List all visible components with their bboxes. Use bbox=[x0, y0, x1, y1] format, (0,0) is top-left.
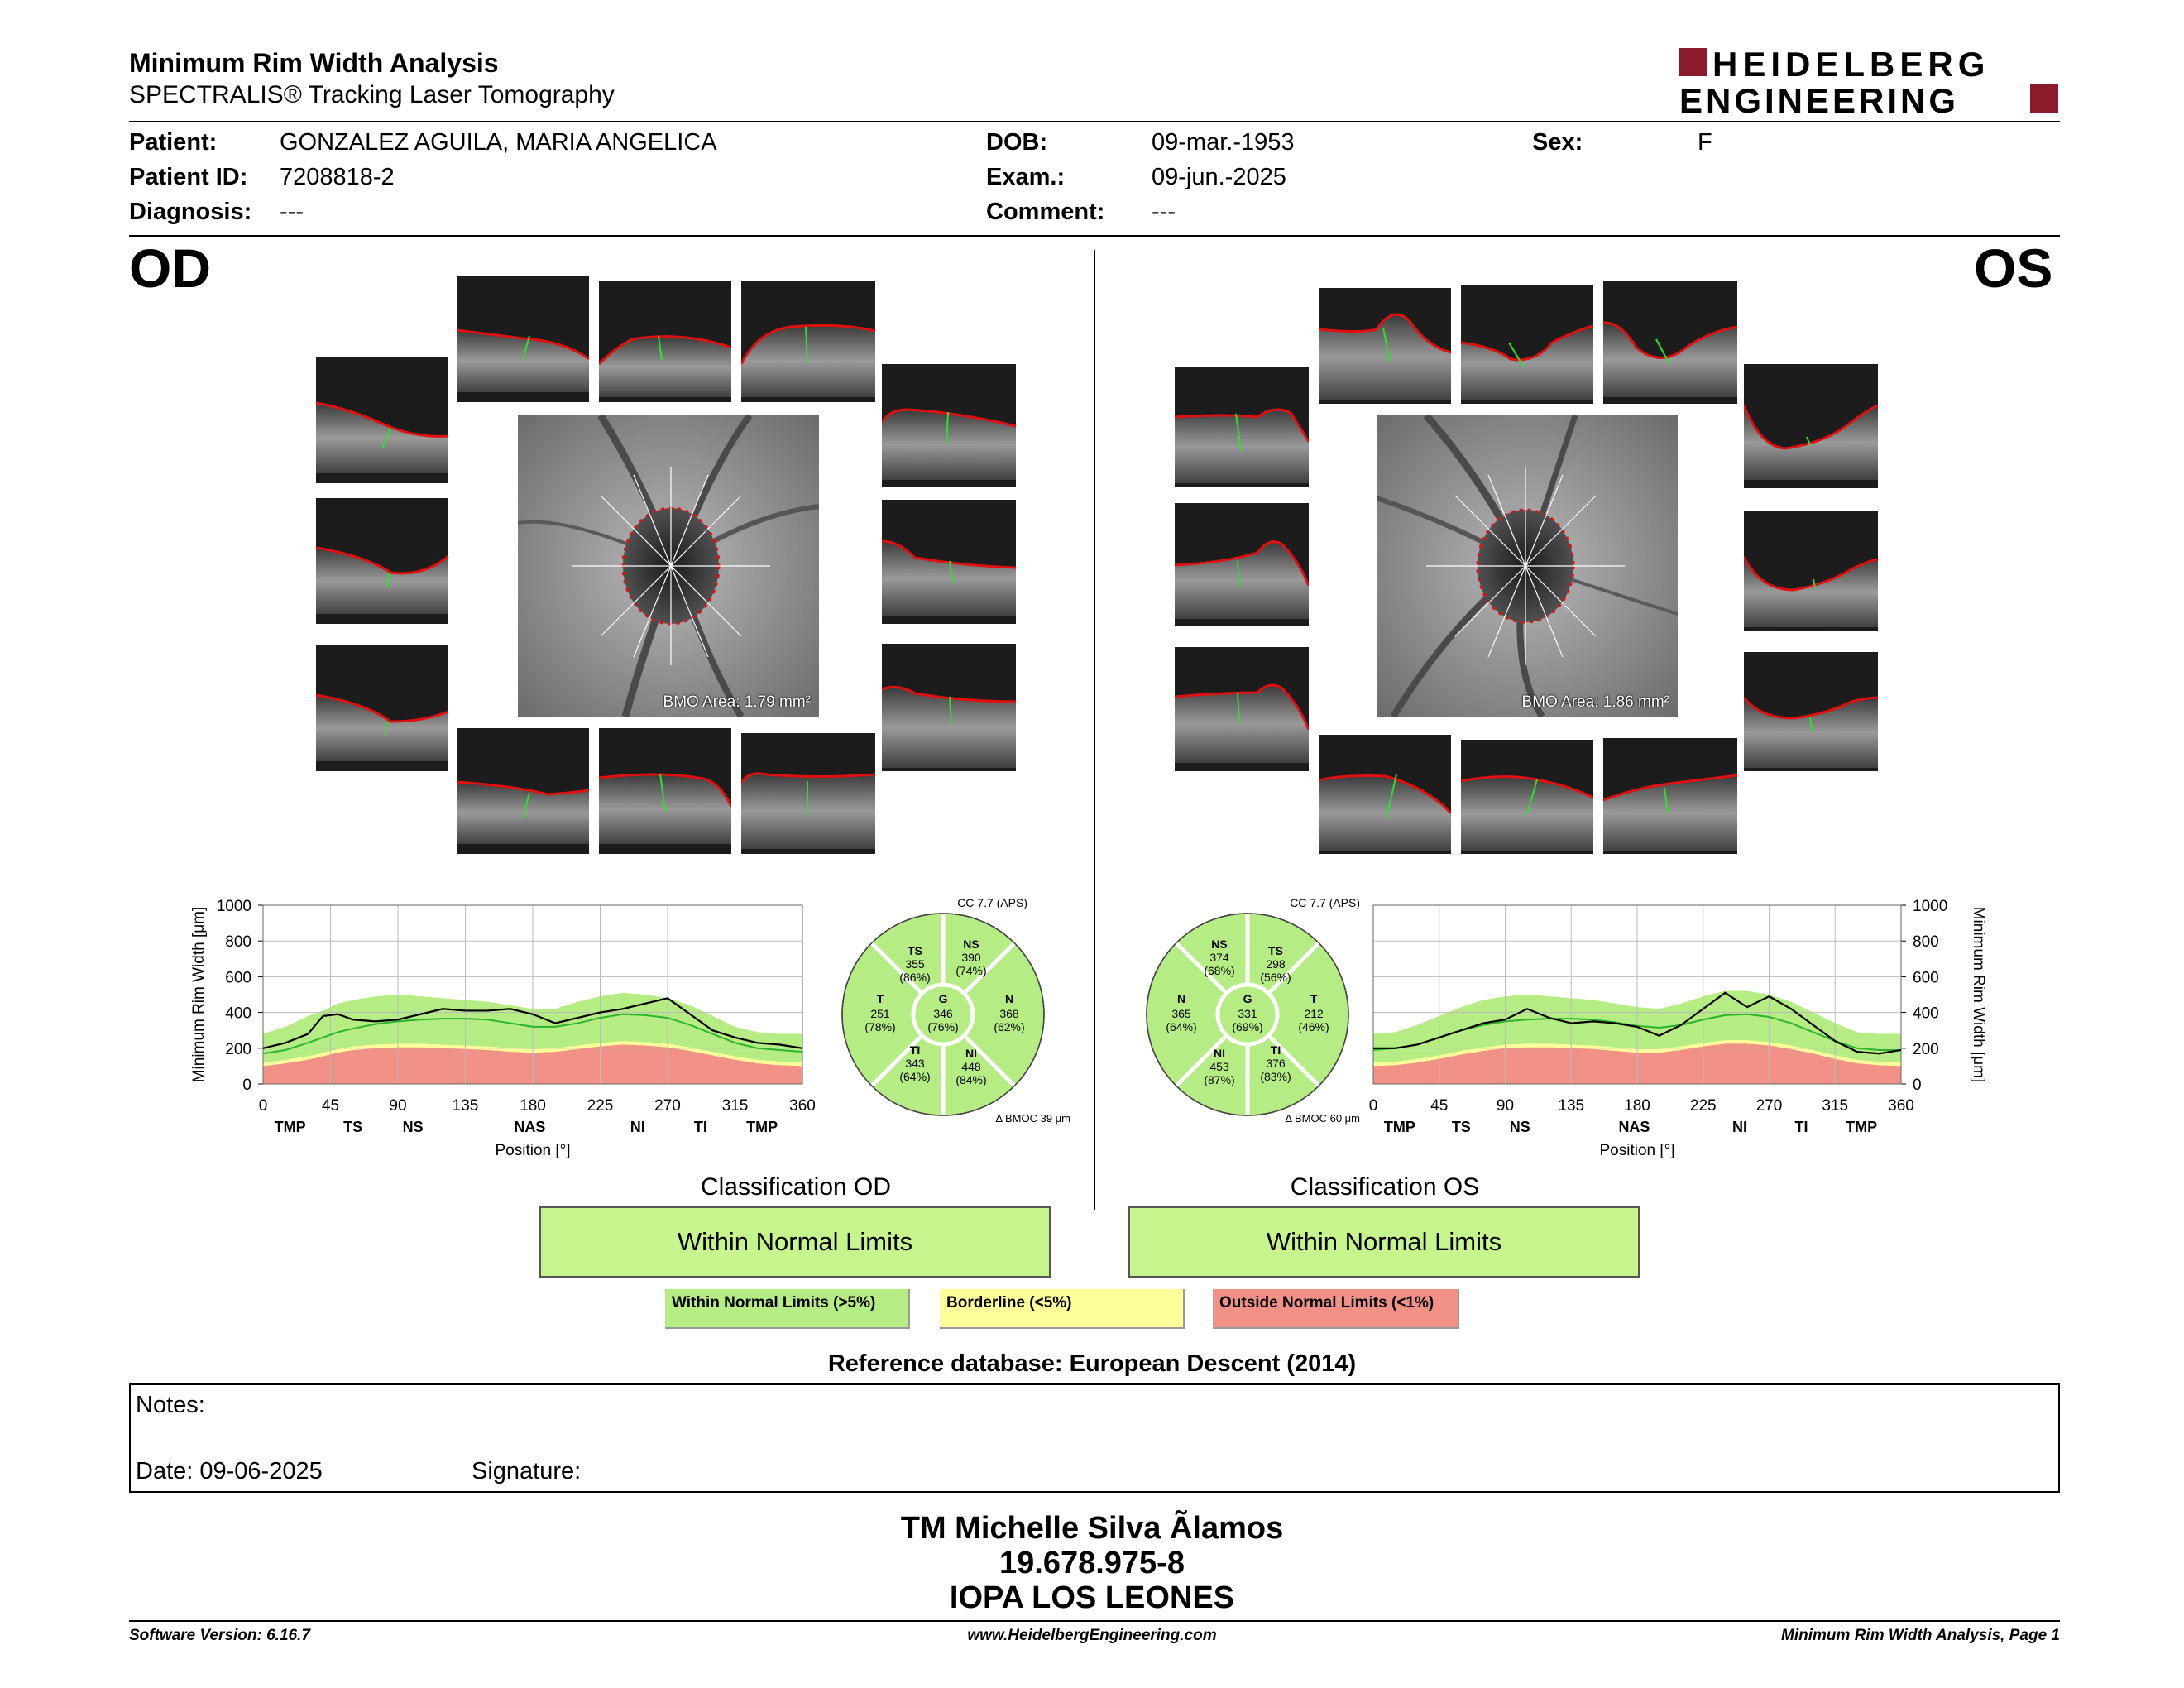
notes-box[interactable] bbox=[129, 1383, 2060, 1493]
od-ytick-label: 1000 bbox=[216, 899, 251, 915]
os-sector-ni-pct: (87%) bbox=[1204, 1073, 1235, 1086]
od-bscan[interactable] bbox=[457, 728, 589, 854]
legend-within-normal: Within Normal Limits (>5%) bbox=[665, 1289, 910, 1329]
od-sector-label: NS bbox=[402, 1119, 424, 1135]
os-xtick-label: 45 bbox=[1430, 1097, 1449, 1115]
od-sector-label: NI bbox=[630, 1119, 645, 1135]
dob-label: DOB: bbox=[986, 129, 1048, 156]
od-sector-ti-value: 343 bbox=[905, 1057, 925, 1070]
os-sector-ni-name: NI bbox=[1214, 1047, 1225, 1060]
legend-outside-normal: Outside Normal Limits (<1%) bbox=[1213, 1289, 1459, 1329]
od-bscan[interactable] bbox=[599, 728, 731, 854]
os-bscan[interactable] bbox=[1461, 740, 1593, 854]
signer-rut: 19.678.975-8 bbox=[999, 1546, 1185, 1580]
od-classification-box: Within Normal Limits bbox=[539, 1206, 1051, 1278]
os-sector-g-pct: (69%) bbox=[1232, 1020, 1263, 1033]
diagnosis-label: Diagnosis: bbox=[129, 199, 252, 225]
os-bscan[interactable] bbox=[1744, 511, 1878, 631]
od-sector-t-pct: (78%) bbox=[864, 1020, 896, 1033]
os-sector-ti-pct: (83%) bbox=[1260, 1070, 1291, 1083]
od-xtick-label: 45 bbox=[321, 1097, 340, 1115]
notes-label: Notes: bbox=[136, 1392, 205, 1418]
patient-label: Patient: bbox=[129, 129, 218, 156]
os-sector-n-pct: (64%) bbox=[1166, 1020, 1197, 1033]
os-bscan[interactable] bbox=[1603, 738, 1737, 854]
od-ytick-label: 400 bbox=[225, 1005, 251, 1023]
od-sector-g-value: 346 bbox=[933, 1007, 953, 1020]
comment-label: Comment: bbox=[986, 199, 1105, 225]
os-xtick-label: 315 bbox=[1822, 1097, 1849, 1115]
svg-text:ENGINEERING: ENGINEERING bbox=[1679, 81, 1960, 117]
od-sector-diagram bbox=[837, 894, 1077, 1125]
website-link[interactable]: www.HeidelbergEngineering.com bbox=[967, 1627, 1217, 1644]
od-bscan[interactable] bbox=[882, 500, 1016, 624]
os-sector-ns-value: 374 bbox=[1209, 951, 1229, 964]
os-sector-g-value: 331 bbox=[1238, 1007, 1257, 1020]
os-sector-label: NI bbox=[1732, 1119, 1748, 1135]
os-sector-label: TS bbox=[1451, 1119, 1471, 1135]
signature-label: Signature: bbox=[472, 1458, 582, 1484]
os-xtick-label: 360 bbox=[1888, 1097, 1914, 1115]
od-delta-bmoc: Δ BMOC 39 μm bbox=[995, 1112, 1070, 1125]
od-bscan[interactable] bbox=[882, 364, 1016, 487]
od-sector-g-name: G bbox=[938, 992, 948, 1005]
od-ylabel: Minimum Rim Width [μm] bbox=[190, 906, 208, 1083]
od-xtick-label: 315 bbox=[721, 1097, 749, 1115]
footer-divider bbox=[129, 1620, 2060, 1622]
od-sector-ns-value: 390 bbox=[961, 951, 981, 964]
os-mrw-chart bbox=[1348, 899, 1994, 1172]
os-sector-ni-value: 453 bbox=[1209, 1060, 1229, 1073]
od-sector-label: TMP bbox=[746, 1119, 778, 1135]
os-sector-t-value: 212 bbox=[1304, 1007, 1324, 1020]
os-sector-n-name: N bbox=[1176, 992, 1186, 1005]
signer-institution: IOPA LOS LEONES bbox=[949, 1580, 1235, 1615]
os-ytick-label: 0 bbox=[1913, 1077, 1922, 1094]
od-sector-t-name: T bbox=[876, 992, 884, 1005]
od-sector-t-value: 251 bbox=[870, 1007, 890, 1020]
od-xtick-label: 225 bbox=[587, 1097, 614, 1115]
od-bscan[interactable] bbox=[316, 498, 448, 624]
od-sector-ts-name: TS bbox=[908, 944, 922, 957]
od-sector-ni-name: NI bbox=[965, 1047, 977, 1060]
signer-name: TM Michelle Silva Ãlamos bbox=[900, 1511, 1284, 1546]
os-xtick-label: 270 bbox=[1755, 1097, 1783, 1115]
os-sector-g-name: G bbox=[1243, 992, 1252, 1005]
patient-name: GONZALEZ AGUILA, MARIA ANGELICA bbox=[280, 129, 717, 156]
os-bscan[interactable] bbox=[1603, 281, 1737, 404]
os-sector-t-pct: (46%) bbox=[1298, 1020, 1329, 1033]
os-sector-label: TMP bbox=[1383, 1119, 1415, 1135]
od-bscan[interactable] bbox=[316, 645, 448, 771]
diagnosis-value: --- bbox=[280, 199, 304, 225]
os-label: OS bbox=[1974, 237, 2053, 299]
od-bscan[interactable] bbox=[599, 281, 731, 402]
exam-value: 09-jun.-2025 bbox=[1152, 164, 1286, 190]
os-classification-box: Within Normal Limits bbox=[1128, 1206, 1640, 1278]
od-sector-ns-pct: (74%) bbox=[956, 964, 987, 977]
heidelberg-logo bbox=[1679, 45, 2060, 122]
od-label: OD bbox=[129, 237, 211, 299]
os-sector-t-name: T bbox=[1310, 992, 1318, 1005]
od-ytick-label: 200 bbox=[225, 1040, 251, 1058]
legend-borderline: Borderline (<5%) bbox=[940, 1289, 1185, 1329]
os-bscan[interactable] bbox=[1175, 647, 1309, 771]
os-sector-ns-name: NS bbox=[1211, 938, 1228, 951]
os-ytick-label: 800 bbox=[1913, 933, 1939, 952]
os-sector-n-value: 365 bbox=[1171, 1007, 1191, 1020]
os-sector-label: TI bbox=[1794, 1119, 1808, 1135]
od-sector-ni-pct: (84%) bbox=[956, 1073, 987, 1086]
os-sector-ti-value: 376 bbox=[1266, 1057, 1286, 1070]
od-xtick-label: 360 bbox=[789, 1097, 816, 1115]
os-ylabel: Minimum Rim Width [μm] bbox=[1970, 906, 1987, 1083]
od-xtick-label: 135 bbox=[452, 1097, 479, 1115]
os-delta-bmoc: Δ BMOC 60 μm bbox=[1285, 1112, 1360, 1125]
od-ytick-label: 800 bbox=[225, 933, 251, 952]
dob-value: 09-mar.-1953 bbox=[1152, 129, 1295, 156]
od-sector-label: TS bbox=[343, 1119, 363, 1135]
patient-id: 7208818-2 bbox=[280, 164, 395, 190]
od-bscan[interactable] bbox=[457, 276, 589, 402]
od-sector-label: TMP bbox=[274, 1119, 306, 1135]
sex-value: F bbox=[1698, 129, 1712, 156]
od-fundus-image[interactable] bbox=[518, 415, 819, 717]
os-fundus-image[interactable] bbox=[1377, 415, 1678, 717]
os-ytick-label: 600 bbox=[1913, 969, 1939, 987]
page-label: Minimum Rim Width Analysis, Page 1 bbox=[1781, 1627, 2060, 1644]
os-classification-title: Classification OS bbox=[1290, 1173, 1480, 1201]
os-sector-diagram bbox=[1137, 894, 1377, 1125]
od-cc-label: CC 7.7 (APS) bbox=[957, 896, 1027, 909]
od-xtick-label: 90 bbox=[389, 1097, 407, 1115]
od-sector-ns-name: NS bbox=[963, 938, 979, 951]
os-xtick-label: 180 bbox=[1624, 1097, 1650, 1115]
os-bscan[interactable] bbox=[1744, 652, 1878, 771]
od-xtick-label: 180 bbox=[520, 1097, 546, 1115]
od-sector-ti-name: TI bbox=[909, 1043, 921, 1057]
od-mrw-chart bbox=[187, 899, 832, 1172]
od-xlabel: Position [°] bbox=[495, 1142, 571, 1159]
os-sector-ts-value: 298 bbox=[1266, 957, 1286, 971]
exam-label: Exam.: bbox=[986, 164, 1066, 190]
od-bscan[interactable] bbox=[882, 644, 1016, 771]
os-bscan[interactable] bbox=[1461, 285, 1593, 404]
os-sector-label: NS bbox=[1509, 1119, 1530, 1135]
os-sector-ti-name: TI bbox=[1270, 1043, 1281, 1057]
od-bscan[interactable] bbox=[741, 733, 875, 854]
os-ytick-label: 200 bbox=[1913, 1040, 1939, 1058]
os-sector-ns-pct: (68%) bbox=[1204, 964, 1235, 977]
software-version: Software Version: 6.16.7 bbox=[129, 1627, 310, 1644]
od-sector-label: NAS bbox=[514, 1119, 546, 1135]
os-bscan[interactable] bbox=[1319, 735, 1451, 854]
eye-divider bbox=[1094, 250, 1095, 1210]
os-sector-ts-pct: (56%) bbox=[1260, 971, 1291, 984]
od-xtick-label: 0 bbox=[258, 1097, 268, 1115]
os-xtick-label: 135 bbox=[1558, 1097, 1585, 1115]
svg-text:HEIDELBERG: HEIDELBERG bbox=[1712, 45, 1990, 84]
od-classification-title: Classification OD bbox=[700, 1173, 892, 1201]
od-sector-g-pct: (76%) bbox=[927, 1020, 959, 1033]
os-ytick-label: 400 bbox=[1913, 1005, 1939, 1023]
report-title: Minimum Rim Width Analysis bbox=[129, 48, 499, 78]
od-sector-ts-pct: (86%) bbox=[899, 971, 931, 984]
patient-id-label: Patient ID: bbox=[129, 164, 248, 190]
od-ytick-label: 0 bbox=[242, 1077, 251, 1094]
od-sector-ni-value: 448 bbox=[961, 1060, 981, 1073]
header-divider bbox=[129, 121, 2060, 122]
os-ytick-label: 1000 bbox=[1913, 899, 1948, 915]
comment-value: --- bbox=[1152, 199, 1176, 225]
os-bmo-area: BMO Area: 1.86 mm² bbox=[1521, 693, 1669, 711]
od-bscan[interactable] bbox=[316, 357, 448, 483]
os-bscan[interactable] bbox=[1319, 288, 1451, 404]
os-xlabel: Position [°] bbox=[1599, 1142, 1675, 1159]
od-sector-label: TI bbox=[693, 1119, 707, 1135]
od-sector-n-value: 368 bbox=[999, 1007, 1019, 1020]
od-xtick-label: 270 bbox=[654, 1097, 681, 1115]
info-divider bbox=[129, 235, 2060, 237]
os-sector-label: NAS bbox=[1618, 1119, 1650, 1135]
reference-database: Reference database: European Descent (2014) bbox=[827, 1350, 1357, 1377]
os-sector-ts-name: TS bbox=[1268, 944, 1283, 957]
od-sector-n-pct: (62%) bbox=[994, 1020, 1025, 1033]
os-xtick-label: 0 bbox=[1368, 1097, 1378, 1115]
os-bscan[interactable] bbox=[1744, 364, 1878, 488]
od-sector-n-name: N bbox=[1004, 992, 1014, 1005]
od-bscan[interactable] bbox=[741, 281, 875, 402]
od-sector-ts-value: 355 bbox=[905, 957, 925, 971]
os-bscan[interactable] bbox=[1175, 367, 1309, 487]
os-cc-label: CC 7.7 (APS) bbox=[1290, 896, 1360, 909]
os-sector-label: TMP bbox=[1846, 1119, 1878, 1135]
report-subtitle: SPECTRALIS® Tracking Laser Tomography bbox=[129, 81, 615, 108]
os-xtick-label: 225 bbox=[1689, 1097, 1717, 1115]
od-ytick-label: 600 bbox=[225, 969, 251, 987]
sex-label: Sex: bbox=[1532, 129, 1583, 156]
od-sector-ti-pct: (64%) bbox=[899, 1070, 931, 1083]
os-xtick-label: 90 bbox=[1496, 1097, 1515, 1115]
os-bscan[interactable] bbox=[1175, 503, 1309, 626]
od-bmo-area: BMO Area: 1.79 mm² bbox=[663, 693, 811, 711]
date-label: Date: 09-06-2025 bbox=[136, 1458, 323, 1484]
